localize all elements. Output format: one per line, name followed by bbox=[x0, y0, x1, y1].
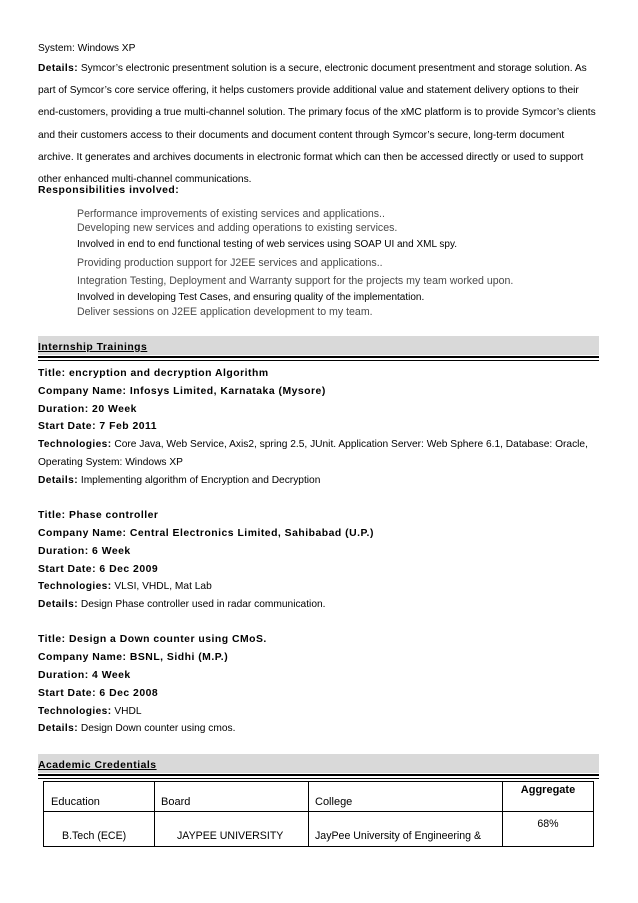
internship-duration: Duration: 4 Week bbox=[38, 670, 131, 681]
internship-start-date: Start Date: 6 Dec 2009 bbox=[38, 564, 159, 575]
section-rule bbox=[38, 774, 599, 776]
project-details-line: other enhanced multi-channel communications. bbox=[38, 174, 252, 186]
section-title: Internship Trainings bbox=[38, 342, 148, 353]
table-header-cell: College bbox=[309, 782, 503, 812]
system-line: System: Windows XP bbox=[38, 43, 136, 54]
table-header-cell: Board bbox=[155, 782, 309, 812]
table-cell: B.Tech (ECE) bbox=[44, 812, 155, 847]
project-details-line: and their customers access to their documents and document content through Symcor’s secure, long-term document bbox=[38, 129, 565, 141]
internship-title: Title: encryption and decryption Algorithm bbox=[38, 368, 269, 379]
resume-page: System: Windows XP Details: Symcor’s electronic presentment solution is a secure, electronic document presentment and storage solution. As part of Symcor’s core service offering, it helps customers provide additional value and statement delivery options to their end-customers, providing a true multi-channel solution. The primary focus of the xMC platform is to provide Symcor’s clients and their customers access to their documents and document content through Symcor’s secure, long-term document archive. It generates and archives documents in electronic format which can then be accessed directly or used to support other enhanced multi-channel communications. Responsibilities involved: Performance improvements of existing services and applications.. Developing new services and adding operations to existing services. Involved in end to end functional testing of web services using SOAP UI and XML spy. Providing production support for J2EE services and applications.. Integration Testing, Deployment and Warranty support for the projects my team worked upon. Involved in developing Test Cases, and ensuring quality of the implementation. Deliver sessions on J2EE application development to my team. Internship Trainings Title: encryption and decryption Algorithm Company Name: Infosys Limited, Karnataka (Mysore) Duration: 20 Week Start Date: 7 Feb 2011 Technologies: Core Java, Web Service, Axis2, spring 2.5, JUnit. Application Server: Web Sphere 6.1, Database: Oracle, Operating System: Windows XP Details: Implementing algorithm of Encryption and Decryption Title: Phase controller Company Name: Central Electronics Limited, Sahibabad (U.P.) Duration: 6 Week Start Date: 6 Dec 2009 Technologies: VLSI, VHDL, Mat Lab Details: Design Phase controller used in radar communication. Title: Design a Down counter using CMoS. Company Name: BSNL, Sidhi (M.P.) Duration: 4 Week Start Date: 6 Dec 2008 Technologies: VHDL Details: Design Down counter using cmos. Academic Credentials Education Board College Aggregate B.Tech (ECE) JAYPEE UNIVERSITY JayPee University of Engineering & 68% bbox=[0, 0, 638, 903]
responsibilities-heading: Responsibilities involved: bbox=[38, 185, 180, 196]
internship-start-date: Start Date: 6 Dec 2008 bbox=[38, 688, 159, 699]
project-details-line: part of Symcor’s core service offering, it helps customers provide additional value and statement delivery options to their bbox=[38, 85, 579, 97]
internship-title: Title: Design a Down counter using CMoS. bbox=[38, 634, 267, 645]
internship-technologies: Technologies: VLSI, VHDL, Mat Lab bbox=[38, 581, 212, 592]
internship-technologies: Technologies: VHDL bbox=[38, 706, 142, 717]
internship-details: Details: Design Phase controller used in radar communication. bbox=[38, 599, 326, 610]
table-header-row bbox=[44, 782, 594, 812]
internship-company: Company Name: Central Electronics Limited, Sahibabad (U.P.) bbox=[38, 528, 374, 539]
internship-start-date: Start Date: 7 Feb 2011 bbox=[38, 421, 157, 432]
section-rule bbox=[38, 356, 599, 358]
internship-company: Company Name: Infosys Limited, Karnataka (Mysore) bbox=[38, 386, 326, 397]
project-details bbox=[38, 58, 602, 191]
internship-title: Title: Phase controller bbox=[38, 510, 159, 521]
section-title: Academic Credentials bbox=[38, 760, 157, 771]
internship-details: Details: Implementing algorithm of Encryption and Decryption bbox=[38, 475, 321, 486]
project-details-line: Details: Symcor’s electronic presentment solution is a secure, electronic document presentment and storage solution. As bbox=[38, 63, 587, 74]
section-rule bbox=[38, 778, 599, 779]
internship-section-header bbox=[38, 336, 599, 355]
details-label: Details: bbox=[38, 63, 79, 74]
academic-table bbox=[43, 781, 594, 847]
internship-company: Company Name: BSNL, Sidhi (M.P.) bbox=[38, 652, 229, 663]
academic-section-header bbox=[38, 754, 599, 773]
internship-technologies: Technologies: Core Java, Web Service, Axis2, spring 2.5, JUnit. Application Server: Web Sphere 6.1, Database: Oracle, bbox=[38, 439, 588, 450]
internship-technologies-cont: Operating System: Windows XP bbox=[38, 457, 183, 468]
table-header-cell: Aggregate bbox=[503, 782, 594, 812]
project-details-line: end-customers, providing a true multi-channel solution. The primary focus of the xMC platform is to provide Symcor’s clients bbox=[38, 107, 596, 119]
section-rule bbox=[38, 360, 599, 361]
internship-duration: Duration: 6 Week bbox=[38, 546, 131, 557]
table-cell: 68% bbox=[503, 812, 594, 847]
table-cell: JayPee University of Engineering & bbox=[309, 812, 503, 847]
internship-duration: Duration: 20 Week bbox=[38, 404, 137, 415]
table-cell: JAYPEE UNIVERSITY bbox=[155, 812, 309, 847]
internship-details: Details: Design Down counter using cmos. bbox=[38, 723, 236, 734]
table-header-cell: Education bbox=[44, 782, 155, 812]
project-details-line: archive. It generates and archives documents in electronic format which can then be accessed directly or used to support bbox=[38, 151, 584, 163]
table-row bbox=[44, 812, 594, 847]
